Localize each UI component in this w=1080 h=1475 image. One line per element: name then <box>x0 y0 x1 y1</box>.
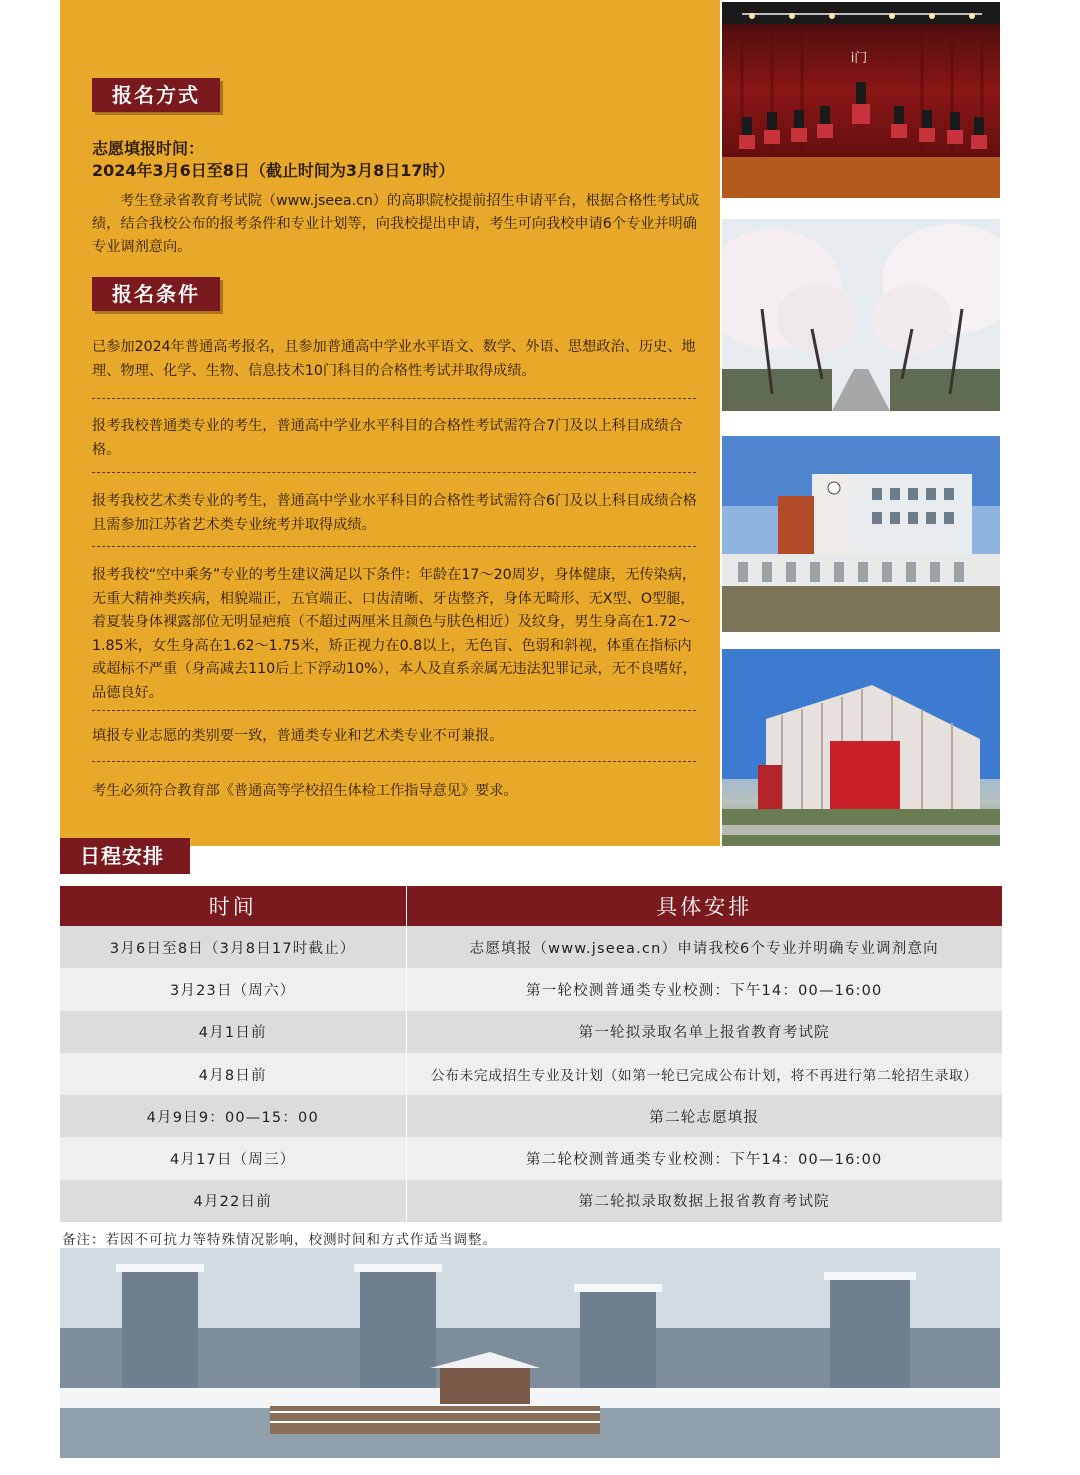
registration-intro: 考生登录省教育考试院（www.jseea.cn）的高职院校提前招生申请平台，根据合格性考试成绩，结合我校公布的报考条件和专业计划等，向我校提出申请，考生可向我校申请6个专业并明确专业调剂意向。 <box>92 193 700 255</box>
table-header-row <box>60 886 1002 926</box>
row-detail: 第一轮校测普通类专业校测：下午14：00—16:00 <box>406 968 1002 1010</box>
row-detail: 第二轮拟录取数据上报省教育考试院 <box>406 1180 1002 1222</box>
table-row <box>60 1095 1002 1137</box>
condition-item: 报考我校“空中乘务”专业的考生建议满足以下条件：年龄在17～20周岁，身体健康，无传染病，无重大精神类疾病，相貌端正，五官端正、口齿清晰、牙齿整齐，身体无畸形、无X型、O型腿，着夏装身体裸露部位无明显疤痕（不超过两厘米且颜色与肤色相近）及纹身，男生身高在1.72～1.85米，女生身高在1.62～1.75米，矫正视力在0.8以上，无色盲、色弱和斜视，体重在指标内或超标不严重（身高减去110后上下浮动10%），本人及直系亲属无违法犯罪记录，无不良嗜好，品德良好。 <box>92 567 697 701</box>
condition-item: 考生必须符合教育部《普通高等学校招生体检工作指导意见》要求。 <box>92 783 518 799</box>
row-detail: 第二轮校测普通类专业校测：下午14：00—16:00 <box>406 1137 1002 1179</box>
blossom-illustration <box>722 219 1000 411</box>
stage-performance-photo <box>722 2 1000 198</box>
condition-item: 报考我校普通类专业的考生，普通高中学业水平科目的合格性考试需符合7门及以上科目成绩合格。 <box>92 418 683 458</box>
col-detail-header: 具体安排 <box>406 886 1002 926</box>
divider <box>92 710 696 711</box>
cherry-blossom-photo <box>722 219 1000 411</box>
modern-building-photo <box>722 649 1000 846</box>
time-label: 志愿填报时间： <box>92 139 205 158</box>
row-time: 4月1日前 <box>60 1011 406 1053</box>
table-row <box>60 1137 1002 1179</box>
row-detail: 公布未完成招生专业及计划（如第一轮已完成公布计划，将不再进行第二轮招生录取） <box>406 1053 1002 1095</box>
schedule-heading: 日程安排 <box>60 838 190 874</box>
snow-campus-photo <box>60 1248 1000 1458</box>
row-time: 4月22日前 <box>60 1180 406 1222</box>
divider <box>92 761 696 762</box>
building-illustration <box>722 436 1000 632</box>
schedule-table <box>60 886 1002 1222</box>
divider <box>92 472 696 473</box>
condition-item: 填报专业志愿的类别要一致，普通类专业和艺术类专业不可兼报。 <box>92 728 504 744</box>
row-time: 3月23日（周六） <box>60 968 406 1010</box>
schedule-note: 备注：若因不可抗力等特殊情况影响，校测时间和方式作适当调整。 <box>62 1232 497 1248</box>
row-time: 3月6日至8日（3月8日17时截止） <box>60 926 406 968</box>
table-row <box>60 1011 1002 1053</box>
table-row <box>60 1180 1002 1222</box>
condition-item: 已参加2024年普通高考报名，且参加普通高中学业水平语文、数学、外语、思想政治、历史、地理、物理、化学、生物、信息技术10门科目的合格性考试并取得成绩。 <box>92 339 696 379</box>
row-detail: 第一轮拟录取名单上报省教育考试院 <box>406 1011 1002 1053</box>
stage-logo: i门 <box>850 51 868 66</box>
row-detail: 志愿填报（www.jseea.cn）申请我校6个专业并明确专业调剂意向 <box>406 926 1002 968</box>
divider <box>92 398 696 399</box>
row-detail: 第二轮志愿填报 <box>406 1095 1002 1137</box>
table-row <box>60 1053 1002 1095</box>
snow-campus-illustration <box>60 1248 1000 1458</box>
conditions-heading: 报名条件 <box>92 277 220 311</box>
time-value: 2024年3月6日至8日（截止时间为3月8日17时） <box>92 161 455 180</box>
table-row <box>60 968 1002 1010</box>
stage-illustration <box>722 2 1000 198</box>
registration-time <box>92 138 454 182</box>
row-time: 4月17日（周三） <box>60 1137 406 1179</box>
registration-heading: 报名方式 <box>92 78 220 112</box>
divider <box>92 546 696 547</box>
row-time: 4月8日前 <box>60 1053 406 1095</box>
col-time-header: 时间 <box>60 886 406 926</box>
modern-building-illustration <box>722 649 1000 846</box>
row-time: 4月9日9：00—15：00 <box>60 1095 406 1137</box>
campus-building-photo <box>722 436 1000 632</box>
table-row <box>60 926 1002 968</box>
condition-item: 报考我校艺术类专业的考生，普通高中学业水平科目的合格性考试需符合6门及以上科目成绩合格且需参加江苏省艺术类专业统考并取得成绩。 <box>92 493 697 533</box>
